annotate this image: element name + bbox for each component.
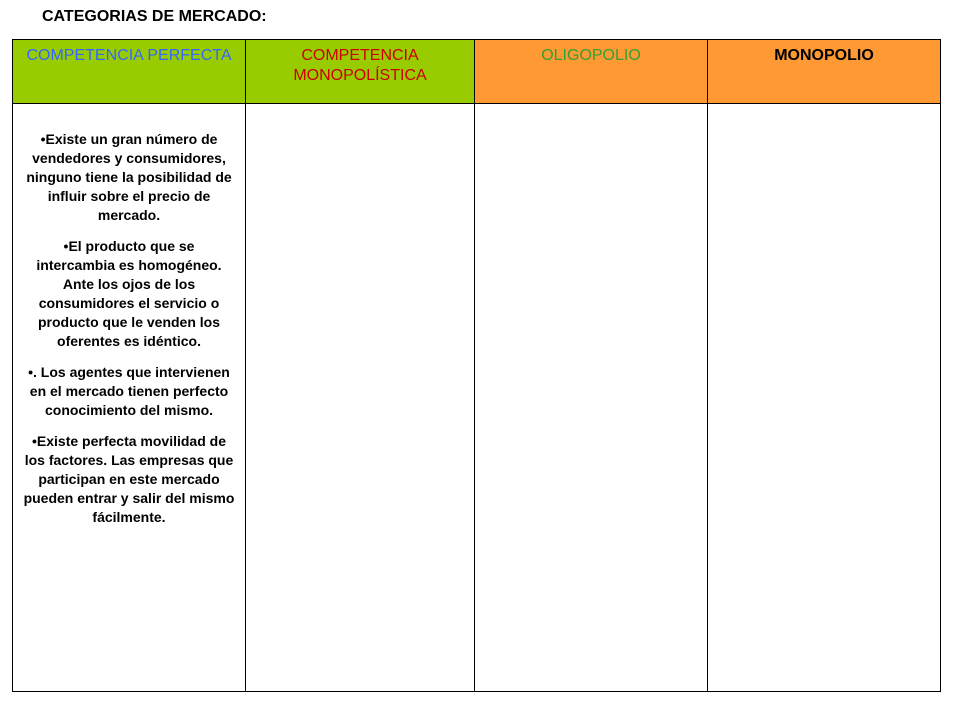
header-perfect-competition-label: COMPETENCIA PERFECTA	[26, 47, 232, 64]
oligopoly-cell	[475, 104, 708, 692]
bullet-icon: •	[32, 433, 37, 449]
page-title: CATEGORIAS DE MERCADO:	[42, 8, 267, 25]
header-row	[13, 40, 941, 104]
bullet-icon: •	[63, 238, 69, 254]
content-row	[13, 104, 941, 692]
perfect-competition-cell	[13, 104, 246, 692]
feature-text: El producto que se intercambia es homogéneo. Ante los ojos de los consumidores el servicio o producto que le venden los oferentes es idéntico.	[36, 238, 222, 349]
header-monopolistic-competition	[246, 40, 475, 104]
header-monopolistic-competition-label: COMPETENCIA MONOPOLÍSTICA	[293, 47, 427, 84]
header-monopoly	[708, 40, 941, 104]
header-oligopoly-label: OLIGOPOLIO	[541, 47, 641, 64]
monopolistic-competition-cell	[246, 104, 475, 692]
bullet-icon: •	[28, 364, 34, 380]
feature-item	[23, 130, 235, 225]
feature-text: Existe perfecta movilidad de los factores. Las empresas que participan en este mercado pueden entrar y salir del mismo fácilmente.	[23, 433, 235, 525]
market-categories-table	[12, 39, 941, 692]
monopoly-cell	[708, 104, 941, 692]
header-monopoly-label: MONOPOLIO	[774, 47, 874, 64]
bullet-icon: •	[40, 131, 46, 147]
feature-list	[13, 104, 245, 527]
feature-text: . Los agentes que intervienen en el mercado tienen perfecto conocimiento del mismo.	[29, 364, 230, 418]
header-perfect-competition	[13, 40, 246, 104]
feature-item	[23, 432, 235, 527]
feature-item	[23, 363, 235, 420]
feature-text: Existe un gran número de vendedores y consumidores, ninguno tiene la posibilidad de influir sobre el precio de mercado.	[26, 131, 232, 223]
feature-item	[23, 237, 235, 351]
header-oligopoly	[475, 40, 708, 104]
